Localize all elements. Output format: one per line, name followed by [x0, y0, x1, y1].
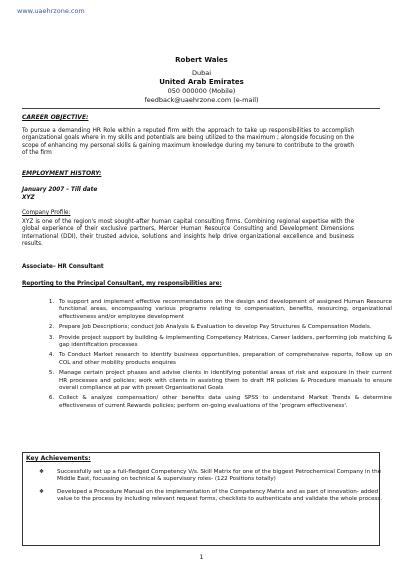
achievement-text: Developed a Procedure Manual on the implementation of the Competency Matrix and as part of innovation- added value to the process by including relevant request forms, checklists to authenticate and validate the whole process. [57, 488, 383, 503]
key-achievements-title: Key Achievements: [26, 455, 91, 462]
list-item: 5. Manage certain project phases and advise clients in identifying potential areas of risk and exposure in their current HR processes and policies; work with clients in assisting them to draft HR policies & Procedure manuals to ensure overall compliance at par with preset Organisational Goals [56, 370, 392, 392]
header-divider [22, 108, 380, 109]
diamond-bullet-icon: ❖ [39, 469, 45, 475]
list-item: 2. Prepare Job Descriptions; conduct Job Analysis & Evaluation to develop Pay Structures & Compensation Models. [56, 324, 392, 331]
list-item [39, 488, 385, 504]
diamond-bullet-icon: ❖ [39, 488, 45, 495]
key-achievements-box [22, 452, 383, 546]
city: Dubai [191, 69, 212, 77]
page-number: 1 [199, 553, 204, 561]
email: feedback@uaehrzone.com (e-mail) [144, 96, 259, 104]
company-profile-text: XYZ is one of the region's most sought-after human capital consulting firms. Combining regional expertise with the global experience of their exclusive partners, Mercer Human Resource Consulting and Development Dimensions International (DDI), their trusted advice, solutions and insights help drive organizational excellence and business results. [22, 219, 354, 248]
career-objective-text: To pursue a demanding HR Role within a reputed firm with the approach to take up responsibilities to accomplish organizational goals where in my skills and potentials are being utilized to the maximum ; alongside focusing on the scope of enhancing my personal skills & gaining maximum knowledge during my tenure to contribute to the growth of the firm [22, 128, 354, 157]
company-profile-label: Company Profile: [22, 210, 71, 216]
list-item: 1. To support and implement effective recommendations on the design and development of assigned Human Resource functional areas, encompassing various programs relating to compensation, benefits, resourcing, organizational effectiveness and/or employee development [56, 299, 392, 321]
employment-history-heading: EMPLOYMENT HISTORY: [22, 170, 102, 177]
achievements-list [37, 469, 385, 509]
achievement-text: Successfully set up a full-fledged Competency V/s. Skill Matrix for one of the biggest Petrochemical Company in the Middle East, focussing on technical & supervisory roles- (122 Positions totally) [57, 469, 382, 483]
employment-period: January 2007 – Till date [22, 187, 98, 193]
country: United Arab Emirates [159, 78, 244, 86]
company-name: XYZ [22, 195, 35, 201]
candidate-name: Robert Wales [175, 56, 228, 64]
list-item: 3. Provide project support by building & implementing Competency Matrices, Career ladders, performing job matching & gap identification processes [56, 335, 392, 350]
list-item: 4. To Conduct Market research to identify business opportunities, preparation of comprehensive reports, follow up on COL and other mobility products enquires [56, 352, 392, 367]
list-item: 6. Collect & analyze compensation/ other benefits data using SPSS to understand Market Trends & determine effectiveness of current Rewards policies; perform on-going evaluations of the 'program effectiveness'. [56, 395, 392, 410]
career-objective-heading: CAREER OBJECTIVE: [22, 114, 89, 121]
responsibilities-list [22, 299, 392, 413]
phone: 050 000000 (Mobile) [167, 87, 236, 95]
reporting-line: Reporting to the Principal Consultant, my responsibilities are: [22, 281, 222, 287]
website-url[interactable]: www.uaehrzone.com [17, 7, 85, 15]
job-title: Associate– HR Consultant [22, 264, 104, 270]
list-item [39, 469, 385, 484]
